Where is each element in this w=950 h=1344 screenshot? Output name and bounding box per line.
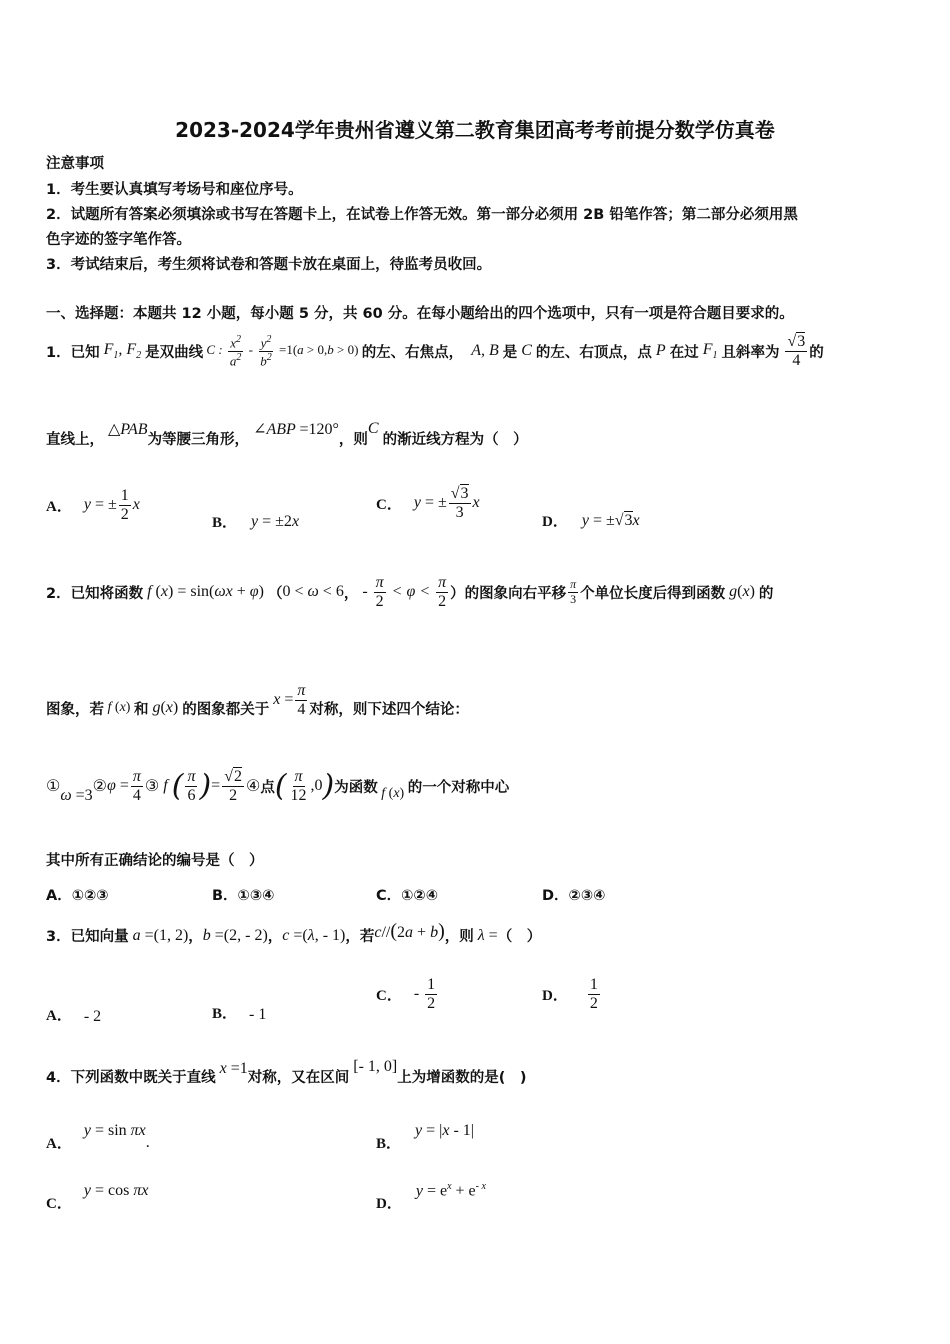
notice-item-3: 3．考试结束后，考生须将试卷和答题卡放在桌面上，待监考员收回。 xyxy=(46,257,492,273)
q1-text: 的左、右焦点， xyxy=(361,344,464,361)
q1-option-c[interactable]: C． y = ± $\frac{√3}{3}$ x xyxy=(376,485,480,521)
q1-angle: ∠ABP =120° xyxy=(249,420,339,438)
question-1-line-2 xyxy=(46,419,528,449)
q2-shift: $\frac{\pi}{3}$ xyxy=(570,577,577,606)
q1-option-c-formula: y = ± $\frac{√3}{3}$ x xyxy=(413,485,480,521)
page-title: 2023-2024学年贵州省遵义第二教育集团高考考前提分数学仿真卷 xyxy=(175,118,775,142)
q1-text: 在过 xyxy=(669,344,699,361)
q1-option-d-formula: y = ±√3x xyxy=(581,511,640,529)
q4-option-d-formula: $y = e^x + e^{- x}$ xyxy=(415,1180,486,1200)
q1-text: ，则 xyxy=(338,432,368,448)
q3-option-a-value: - 2 xyxy=(83,1007,102,1025)
q2-ask: 其中所有正确结论的编号是（ ） xyxy=(46,853,264,869)
q1-curve-c-2: C xyxy=(367,419,383,437)
q2-conclusion-1: ω =3 xyxy=(60,787,93,805)
q1-option-b-formula: y = ±2x xyxy=(251,512,300,530)
q1-text: 为等腰三角形， xyxy=(147,432,250,448)
q1-vertices: A, B xyxy=(463,342,503,360)
q2-option-c[interactable]: C．①②④ xyxy=(376,888,438,904)
q2-symmetry-axis: x = $\frac{\pi}{4}$ xyxy=(269,682,306,718)
q2-phi-range: - $\frac{\pi}{2}$ < φ < $\frac{\pi}{2}$ xyxy=(358,574,447,610)
q2-conclusion-2: φ = $\frac{\pi}{4}$ xyxy=(107,768,141,804)
question-1-line-1 xyxy=(46,333,824,369)
question-4: 4．下列函数中既关于直线 x =1 对称，又在区间 [- 1, 0] 上为增函数的是( ) xyxy=(46,1057,527,1086)
q1-focus-f1: $F_1$ xyxy=(698,341,718,362)
notice-heading: 注意事项 xyxy=(46,156,104,172)
q1-triangle: △PAB xyxy=(104,420,148,438)
q1-text: 是双曲线 xyxy=(145,344,204,361)
q2-fx: f (x) xyxy=(104,700,131,716)
q3-option-c-value: - $\frac{1}{2}$ xyxy=(413,976,436,1012)
q3-option-a[interactable]: A． - 2 xyxy=(46,1007,102,1025)
section-heading: 一、选择题：本题共 12 小题，每小题 5 分，共 60 分。在每小题给出的四个选项中，只有一项是符合题目要求的。 xyxy=(46,306,794,322)
q4-option-c[interactable]: C． y = cos πx xyxy=(46,1181,149,1212)
q2-function-f: f (x) = sin(ωx + φ) xyxy=(143,583,264,601)
question-3: 3．已知向量 a =(1, 2) ， b =(2, - 2) ， c =(λ, - 1) ，若 c//(2a + b) ，则 λ = （ ） xyxy=(46,920,542,945)
q2-option-a[interactable]: A．①②③ xyxy=(46,888,109,904)
q1-foci: $F_1$, $F_2$ xyxy=(99,341,142,362)
q2-conclusion-3: f ( $\frac{\pi}{6}$ )= $\frac{√2}{2}$ xyxy=(159,768,242,804)
q3-option-d-value: $\frac{1}{2}$ xyxy=(589,976,598,1012)
q4-option-b[interactable]: B． y = |x - 1| xyxy=(376,1121,474,1152)
q1-text: 的左、右顶点，点 xyxy=(535,344,652,361)
q2-fx-2: f (x) xyxy=(377,786,405,802)
q2-conclusion-4: ( $\frac{\pi}{12}$ ,0) xyxy=(274,768,335,804)
q1-point-p: P xyxy=(651,342,670,360)
q2-omega-range: 0 < ω < 6 xyxy=(282,583,344,601)
q1-option-a[interactable]: A． y = ± $\frac{1}{2}$ x xyxy=(46,487,140,523)
q4-line: x =1 xyxy=(215,1059,248,1077)
q1-hyperbola-equation: C : $\frac{x^2}{a^2}$ - $\frac{y^2}{b^2}$ =1(a > 0,b > 0) xyxy=(203,333,359,368)
q1-option-a-formula: y = ± $\frac{1}{2}$ x xyxy=(83,487,140,523)
notice-item-2: 2．试题所有答案必须填涂或书写在答题卡上，在试卷上作答无效。第一部分必须用 2B 铅笔作答；第二部分必须用黑 xyxy=(46,207,798,223)
q1-text: 1．已知 xyxy=(46,344,100,361)
q3-vector-c: c =(λ, - 1) xyxy=(282,926,346,944)
q2-option-b[interactable]: B．①③④ xyxy=(212,888,275,904)
q4-option-a-formula: y = sin πx. xyxy=(83,1121,150,1151)
q3-lambda: λ = xyxy=(473,926,498,944)
q1-text: 的 xyxy=(809,344,824,361)
q2-conclusions: ① ω =3 ② φ = $\frac{\pi}{4}$ ③ f ( $\frac{\pi}{6}$ )= $\frac{√2}{2}$ ④ 点 ( $\frac{\pi}{12}$ ,0) 为函数 f (x) 的一个对称中心 xyxy=(46,768,510,805)
q1-text: 且斜率为 xyxy=(721,344,780,361)
q4-option-a[interactable]: A． y = sin πx. xyxy=(46,1121,150,1152)
q1-text: 的渐近线方程为（ ） xyxy=(382,432,528,448)
q1-curve-c: C xyxy=(517,342,536,360)
q3-option-d[interactable]: D． $\frac{1}{2}$ xyxy=(542,976,602,1012)
q1-option-b[interactable]: B． y = ±2x xyxy=(212,512,300,531)
q3-option-b[interactable]: B． - 1 xyxy=(212,1005,267,1023)
q1-text: 直线上， xyxy=(46,432,104,448)
q3-option-c[interactable]: C． - $\frac{1}{2}$ xyxy=(376,976,439,1012)
question-2-line-2: 图象，若 f (x) 和 g(x) 的图象都关于 x = $\frac{\pi}{4}$ 对称，则下述四个结论： xyxy=(46,682,469,718)
q3-vector-b: b =(2, - 2) xyxy=(202,926,268,944)
q4-option-c-formula: y = cos πx xyxy=(83,1181,149,1199)
q2-option-d[interactable]: D．②③④ xyxy=(542,888,606,904)
q4-option-d[interactable]: D． $y = e^x + e^{- x}$ xyxy=(376,1180,486,1212)
q3-vector-a: a =(1, 2) xyxy=(128,926,189,944)
question-2-line-1: 2．已知将函数 f (x) = sin(ωx + φ) （ 0 < ω < 6 ， - $\frac{\pi}{2}$ < φ < $\frac{\pi}{2}$ ）的图象向右平移 $\frac{\pi}{3}$ 个单位长度后得到函数 g(x) 的 xyxy=(46,574,774,610)
q4-option-b-formula: y = |x - 1| xyxy=(415,1121,474,1139)
q2-function-g: g(x) xyxy=(725,583,755,601)
q3-option-b-value: - 1 xyxy=(249,1005,267,1023)
q1-slope: $\frac{√3}{4}$ xyxy=(787,333,806,369)
q3-parallel-condition: c//(2a + b) xyxy=(374,920,445,942)
q1-text: 是 xyxy=(502,344,518,361)
q4-interval: [- 1, 0] xyxy=(349,1057,398,1075)
q1-option-d[interactable]: D． y = ±√3x xyxy=(542,511,640,530)
q2-gx: g(x) xyxy=(148,699,179,717)
notice-item-1: 1．考生要认真填写考场号和座位序号。 xyxy=(46,182,303,198)
notice-item-2-cont: 色字迹的签字笔作答。 xyxy=(46,232,191,248)
